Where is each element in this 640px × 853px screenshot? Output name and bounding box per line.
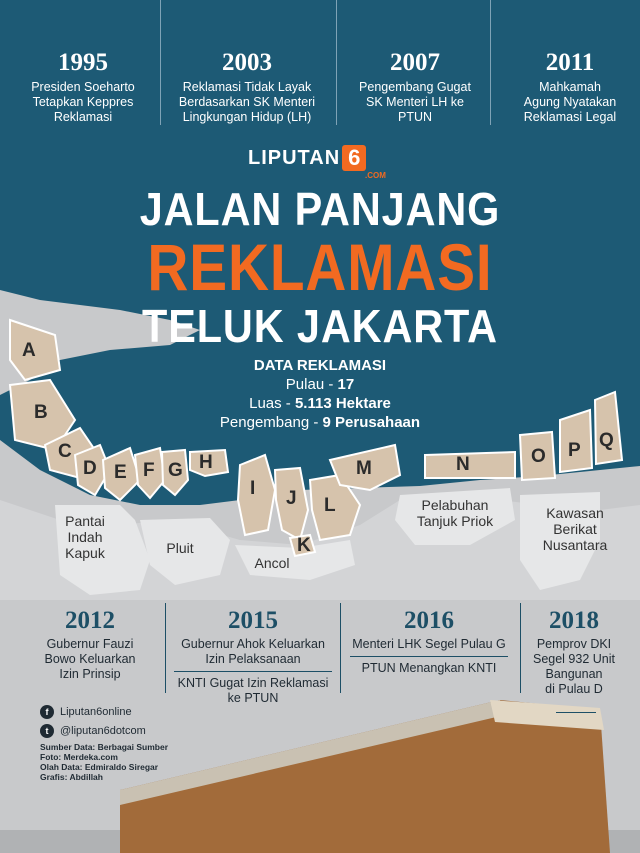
timeline-text: Presiden Soeharto Tetapkan Keppres Reklamasi (31, 80, 135, 124)
timeline-divider (160, 0, 161, 125)
island-label-q: Q (599, 430, 614, 451)
timeline-divider (336, 0, 337, 125)
island-label-j: J (286, 488, 297, 509)
island-label-c: C (58, 441, 72, 462)
island-i (238, 455, 275, 535)
separator (174, 671, 332, 672)
timeline-item-2016 (344, 608, 514, 676)
timeline-text: Pemprov DKI Segel 932 Unit Bangunan di Pulau D (532, 637, 615, 696)
facebook-link[interactable] (40, 705, 132, 719)
timeline-year: 2018 (549, 607, 599, 634)
timeline-year: 2003 (222, 49, 272, 76)
timeline-divider (490, 0, 491, 125)
island-n (425, 452, 515, 478)
data-summary (200, 357, 440, 432)
twitter-handle: @liputan6dotcom (60, 725, 146, 737)
timeline-divider (165, 603, 166, 693)
timeline-year: 1995 (58, 49, 108, 76)
data-luas: Luas - 5.113 Hektare (249, 395, 391, 412)
island-label-i: I (250, 478, 256, 499)
timeline-year: 2007 (390, 49, 440, 76)
island-label-k: K (297, 535, 311, 556)
island-label-l: L (324, 495, 336, 516)
timeline-year: 2016 (404, 607, 454, 634)
place-ancol: Ancol (254, 555, 290, 571)
timeline-item-2018 (518, 608, 630, 697)
island-label-d: D (83, 458, 97, 479)
timeline-text: Pengembang Gugat SK Menteri LH ke PTUN (359, 80, 471, 124)
timeline-text: Gubernur Ahok Keluarkan Izin Pelaksanaan KNTI Gugat Izin Reklamasi ke PTUN (168, 637, 338, 706)
place-pantai-indah-kapuk: Pantai Indah Kapuk (65, 513, 105, 561)
timeline-text: Reklamasi Tidak Layak Berdasarkan SK Menteri Lingkungan Hidup (LH) (178, 80, 316, 124)
island-label-h: H (199, 452, 213, 473)
place-kawasan-berikat-nusantara: Kawasan Berikat Nusantara (542, 505, 608, 553)
island-label-b: B (34, 402, 48, 423)
island-label-g: G (168, 460, 183, 481)
liputan6-logo: LIPUTAN 6 .COM (248, 145, 386, 180)
island-label-n: N (456, 454, 470, 475)
island-label-e: E (114, 462, 127, 483)
island-label-a: A (22, 340, 36, 361)
title-line-1: JALAN PANJANG (139, 183, 501, 235)
island-label-p: P (568, 440, 581, 461)
timeline-item-1995 (8, 50, 158, 125)
timeline-text: Menteri LHK Segel Pulau G PTUN Menangkan KNTI (344, 637, 514, 676)
island-label-m: M (356, 458, 372, 479)
timeline-item-2003 (172, 50, 322, 125)
place-pelabuhan-tanjuk-priok: Pelabuhan Tanjuk Priok (416, 497, 494, 529)
facebook-icon: f (40, 705, 54, 719)
data-pengembang: Pengembang - 9 Perusahaan (219, 414, 421, 431)
timeline-item-2015 (168, 608, 338, 706)
timeline-year: 2012 (65, 607, 115, 634)
place-pluit: Pluit (166, 540, 194, 556)
timeline-item-2007 (340, 50, 490, 125)
title-line-3: TELUK JAKARTA (142, 300, 498, 352)
timeline-year: 2011 (545, 49, 595, 76)
island-q (595, 392, 622, 464)
island-label-o: O (531, 446, 546, 467)
data-heading: DATA REKLAMASI (253, 357, 387, 374)
timeline-divider (340, 603, 341, 693)
timeline-item-2012 (20, 608, 160, 682)
separator (350, 656, 508, 657)
facebook-handle: Liputan6online (60, 706, 132, 718)
timeline-text: Gubernur Fauzi Bowo Keluarkan Izin Prinsip (44, 637, 136, 681)
twitter-link[interactable] (40, 724, 146, 738)
credits: Sumber Data: Berbagai Sumber Foto: Merdeka.com Olah Data: Edmiraldo Siregar Grafis: Abdillah (40, 742, 169, 782)
island-label-f: F (143, 460, 155, 481)
timeline-year: 2015 (228, 607, 278, 634)
timeline-item-2011 (495, 50, 640, 125)
title-line-2: REKLAMASI (147, 230, 493, 304)
twitter-icon: t (40, 724, 54, 738)
arrow-icon (556, 700, 596, 713)
timeline-text: Mahkamah Agung Nyatakan Reklamasi Legal (523, 80, 617, 124)
data-pulau: Pulau - 17 (285, 376, 355, 393)
